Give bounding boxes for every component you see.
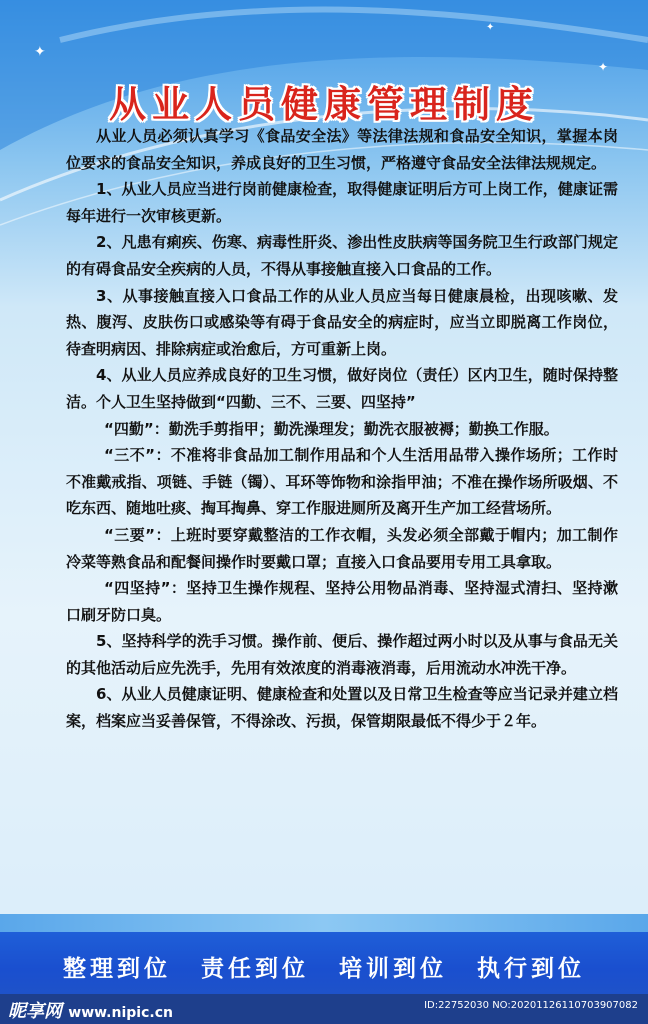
paragraph: “三要”：上班时要穿戴整洁的工作衣帽，头发必须全部戴于帽内；加工制作冷菜等熟食品和配餐间操作时要戴口罩；直接入口食品要用专用工具拿取。 [66,525,618,571]
paragraph: 5、坚持科学的洗手习惯。操作前、便后、操作超过两小时以及从事与食品无关的其他活动后应先洗手，先用有效浓度的消毒液消毒，后用流动水冲洗干净。 [66,632,618,677]
site-url: www.nipic.cn [68,1005,173,1021]
paragraph: 2、凡患有痢疾、伤寒、病毒性肝炎、渗出性皮肤病等国务院卫生行政部门规定的有碍食品安全疾病的人员，不得从事接触直接入口食品的工作。 [66,233,618,278]
paragraph: 从业人员必须认真学习《食品安全法》等法律法规和食品安全知识，掌握本岗位要求的食品安全知识，养成良好的卫生习惯，严格遵守食品安全法律法规规定。 [66,127,618,172]
paragraph: 1、从业人员应当进行岗前健康检查，取得健康证明后方可上岗工作，健康证需每年进行一次审核更新。 [66,180,618,225]
logo-text: 昵享网 [8,1001,62,1022]
band-highlight [0,914,648,932]
paragraph: “三不”：不准将非食品加工制作用品和个人生活用品带入操作场所；工作时不准戴戒指、项链、手链（镯）、耳环等饰物和涂指甲油；不准在操作场所吸烟、不吃东西、随地吐痰、掏耳掏鼻、穿工作服进厕所及离开生产加工经营场所。 [66,446,618,518]
image-id-text: ID:22752030 NO:20201126110703907082 [424,1000,638,1011]
slogan-text: 整理到位 责任到位 培训到位 执行到位 [62,956,586,982]
paragraph: “四勤”：勤洗手剪指甲；勤洗澡理发；勤洗衣服被褥；勤换工作服。 [104,419,559,438]
paragraph: 3、从事接触直接入口食品工作的从业人员应当每日健康晨检，出现咳嗽、发热、腹泻、皮肤伤口或感染等有碍于食品安全的病症时，应当立即脱离工作岗位，待查明病因、排除病症或治愈后，方可重新上岗。 [66,286,618,358]
paragraph: 4、从业人员应养成良好的卫生习惯，做好岗位（责任）区内卫生，随时保持整洁。个人卫生坚持做到“四勤、三不、三要、四坚持” [66,366,618,411]
site-logo [8,997,173,1023]
sparkle-icon: ✦ [598,60,609,74]
sparkle-icon: ✦ [486,22,495,33]
page-title: 从业人员健康管理制度 [109,83,539,126]
regulation-body [66,123,618,735]
paragraph: “四坚持”：坚持卫生操作规程、坚持公用物品消毒、坚持湿式清扫、坚持漱口刷牙防口臭。 [66,579,618,624]
sparkle-icon: ✦ [34,44,46,60]
paragraph: 6、从业人员健康证明、健康检查和处置以及日常卫生检查等应当记录并建立档案，档案应当妥善保管，不得涂改、污损，保管期限最低不得少于２年。 [66,685,618,731]
